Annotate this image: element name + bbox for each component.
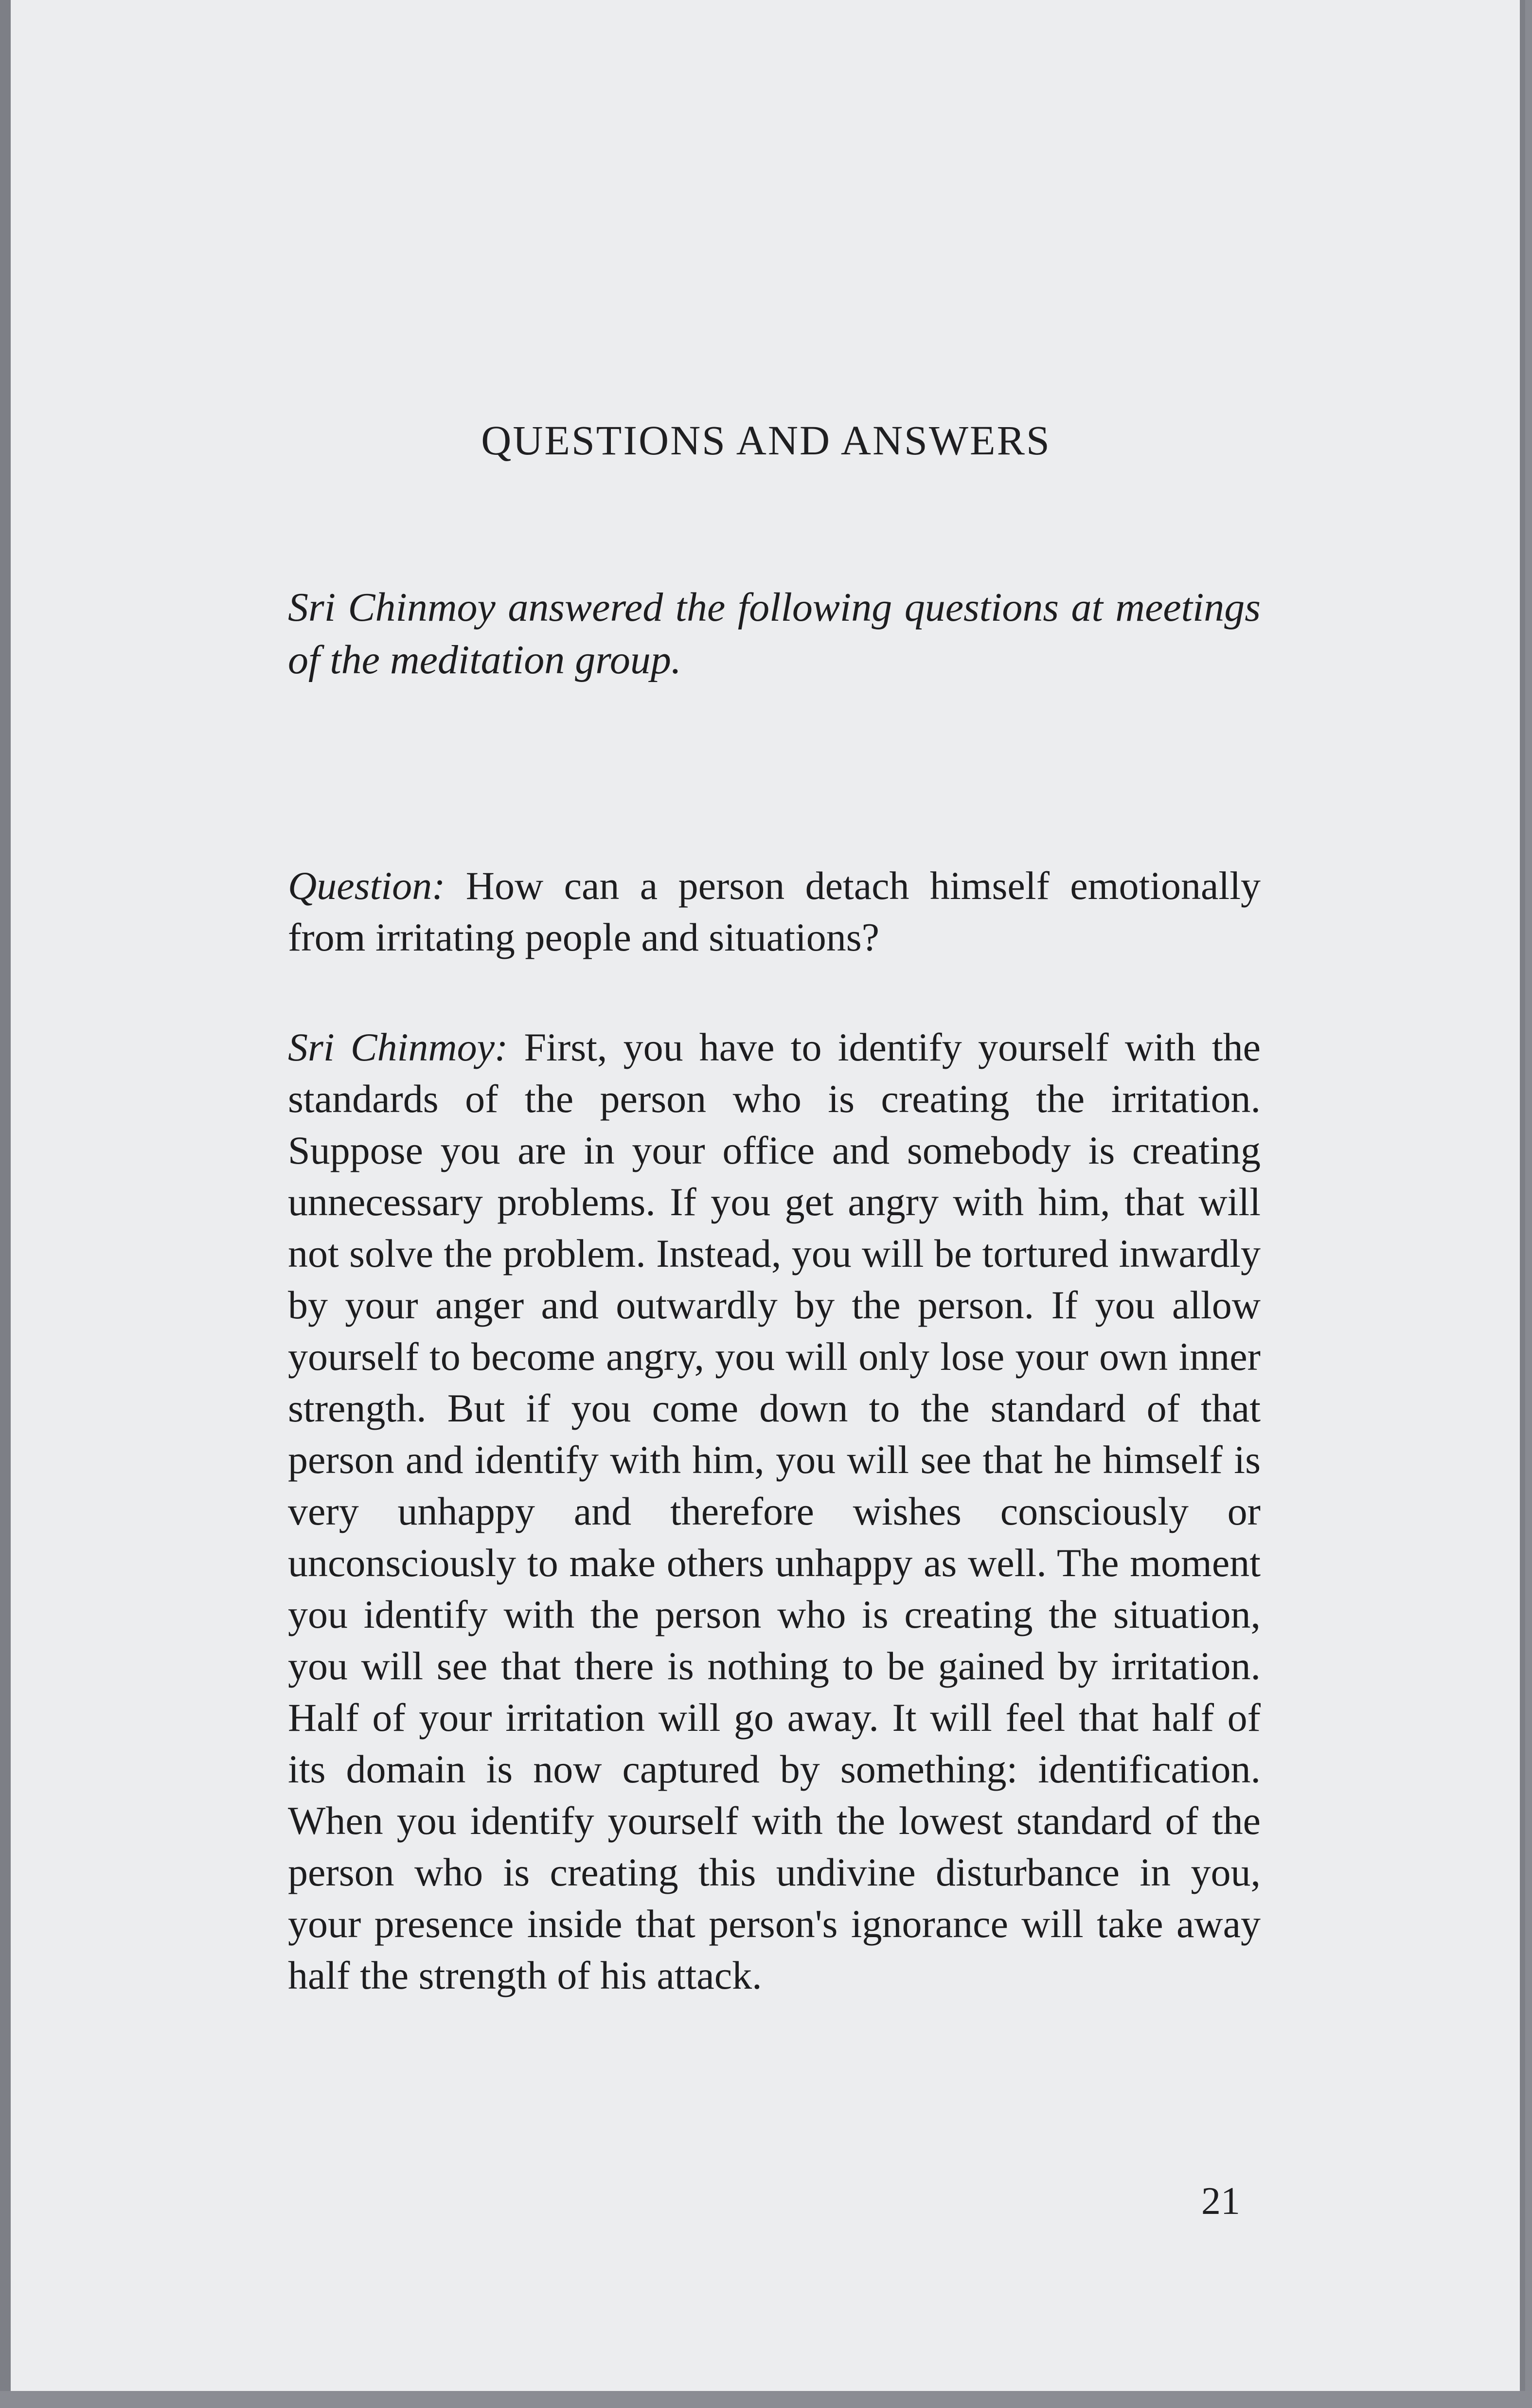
answer-label: Sri Chinmoy: [288,1025,508,1069]
answer-paragraph [288,1022,1261,2001]
answer-text: First, you have to identify yourself with the standards of the person who is creating the irritation. Suppose you are in your office and somebody is creating unnecessary problems. If you get angry with him, that will not solve the problem. Instead, you will be tortured inwardly by your anger and outwardly by the person. If you allow yourself to become angry, you will only lose your own inner strength. But if you come down to the standard of that person and identify with him, you will see that he himself is very unhappy and therefore wishes consciously or unconsciously to make others unhappy as well. The moment you identify with the person who is creating the situation, you will see that there is nothing to be gained by irritation. Half of your irritation will go away. It will feel that half of its domain is now captured by something: identification. When you identify yourself with the lowest standard of the person who is creating this undivine disturbance in you, your presence inside that person's ignorance will take away half the strength of his attack. [288,1025,1261,1997]
question-label: Question: [288,863,445,908]
page-number: 21 [1201,2180,1240,2223]
question-text: How can a person detach himself emotionally from irritating people and situations? [288,863,1261,959]
scan-edge-bottom [0,2391,1532,2408]
question-paragraph [288,860,1261,963]
scan-edge-right [1525,0,1532,2401]
chapter-heading: QUESTIONS AND ANSWERS [481,417,1051,464]
intro-paragraph: Sri Chinmoy answered the following questions at meetings of the meditation group. [288,585,1261,683]
